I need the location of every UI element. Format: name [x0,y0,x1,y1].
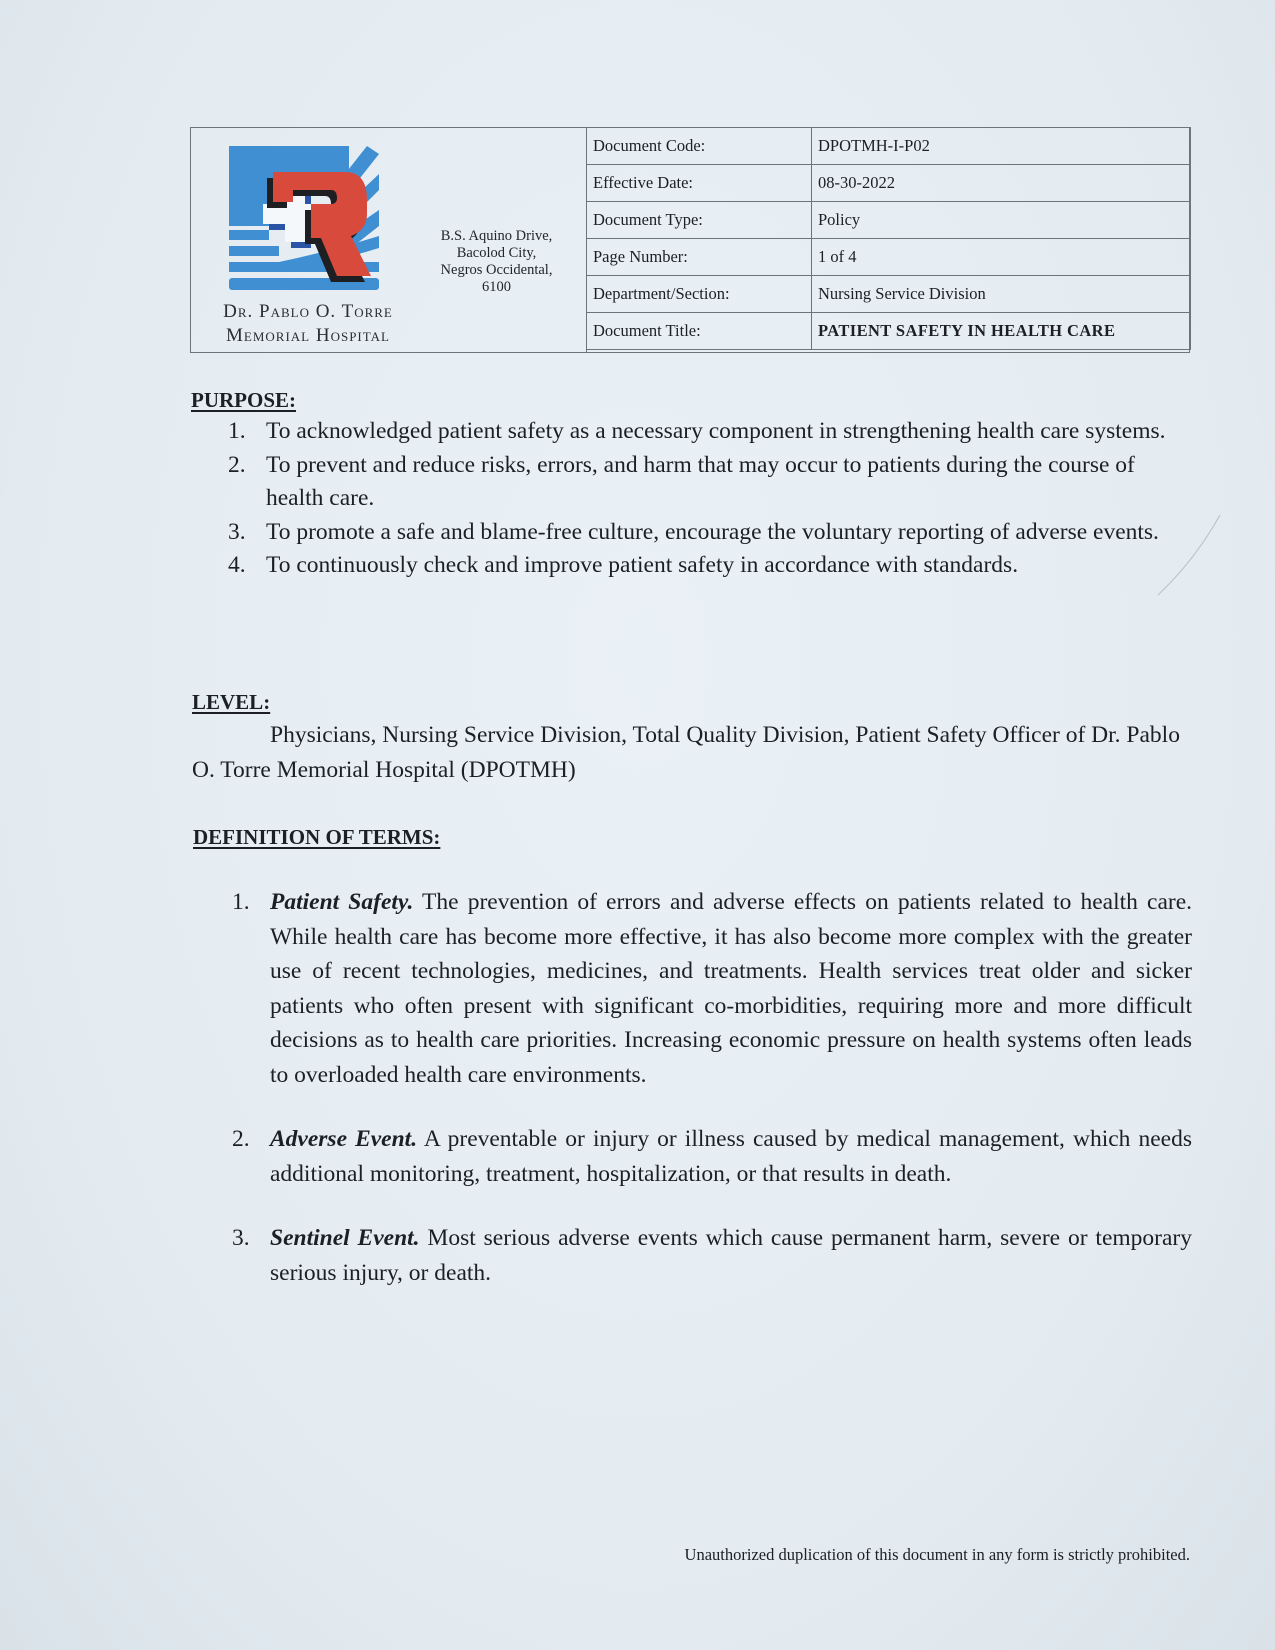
item-number: 2. [232,1126,250,1152]
term-name: Patient Safety. [270,889,414,915]
meta-value: 08-30-2022 [812,165,1191,202]
hospital-branding [191,128,587,352]
hospital-name-line-1: Dr. Pablo O. Torre [223,301,393,322]
document-title: PATIENT SAFETY IN HEALTH CARE [812,313,1191,350]
address-line: B.S. Aquino Drive, [440,228,553,244]
document-meta-table [586,127,1191,350]
purpose-list [228,415,1188,583]
purpose-item [228,415,1188,449]
address-line: 6100 [482,279,511,295]
hospital-logo-icon [227,144,387,294]
term-name: Adverse Event. [270,1126,418,1152]
item-number: 3. [232,1225,250,1251]
item-number: 1. [228,418,246,444]
meta-value: 1 of 4 [812,239,1191,276]
term-definition: A preventable or injury or illness caused by medical management, which needs additional monitoring, treatment, hospitalization, or that results in death. [270,1126,1192,1187]
address-line: Bacolod City, [456,245,537,261]
meta-label: Document Title: [587,313,812,350]
purpose-heading: PURPOSE: [191,388,296,412]
item-text: To promote a safe and blame-free culture, encourage the voluntary reporting of adverse events. [266,518,1159,545]
definitions-list [232,885,1192,1320]
level-heading: LEVEL: [192,690,271,714]
meta-row-page-number [587,239,1191,276]
item-text: To acknowledged patient safety as a necessary component in strengthening health care systems. [266,418,1166,444]
item-number: 3. [228,518,246,545]
definition-item [232,1122,1192,1191]
item-text: To continuously check and improve patient safety in accordance with standards. [266,552,1019,578]
definition-item [232,885,1192,1092]
meta-value: DPOTMH-I-P02 [812,128,1191,165]
definition-item [232,1221,1192,1290]
meta-row-department [587,276,1191,313]
purpose-item [228,449,1188,516]
hospital-name-line-2: Memorial Hospital [226,325,390,346]
purpose-item [228,516,1188,550]
meta-row-document-code [587,128,1191,165]
meta-label: Effective Date: [587,165,812,202]
meta-value: Nursing Service Division [812,276,1191,313]
document-header [190,127,1190,353]
term-definition: The prevention of errors and adverse effects on patients related to health care. While health care has become more effective, it has also become more complex with the greater use of recent technologies, medicines, and treatments. Health services treat older and sicker patients who often present with significant co-morbidities, requiring more and more difficult decisions as to health care priorities. Increasing economic pressure on health systems often leads to overloaded health care environments. [270,889,1193,1088]
item-text: To prevent and reduce risks, errors, and harm that may occur to patients during the course of health care. [266,451,1135,511]
term-name: Sentinel Event. [270,1225,420,1251]
purpose-item [228,549,1188,583]
item-number: 4. [228,552,246,578]
meta-row-document-type [587,202,1191,239]
meta-value: Policy [812,202,1191,239]
address-line: Negros Occidental, [440,262,553,278]
level-text: Physicians, Nursing Service Division, Total Quality Division, Patient Safety Officer of Dr. Pablo O. Torre Memorial Hospital (DPOTMH) [192,722,1180,783]
meta-label: Page Number: [587,239,812,276]
hospital-name [203,300,413,348]
scan-artifact-mark [1150,510,1230,600]
meta-label: Document Type: [587,202,812,239]
meta-row-document-title [587,313,1191,350]
item-number: 1. [232,889,250,915]
meta-label: Department/Section: [587,276,812,313]
meta-row-effective-date [587,165,1191,202]
meta-label: Document Code: [587,128,812,165]
term-definition: Most serious adverse events which cause permanent harm, severe or temporary serious injury, or death. [270,1225,1192,1286]
definitions-heading: DEFINITION OF TERMS: [193,825,441,849]
footer-notice: Unauthorized duplication of this document in any form is strictly prohibited. [684,1545,1190,1564]
hospital-address [419,228,574,296]
item-number: 2. [228,451,246,478]
